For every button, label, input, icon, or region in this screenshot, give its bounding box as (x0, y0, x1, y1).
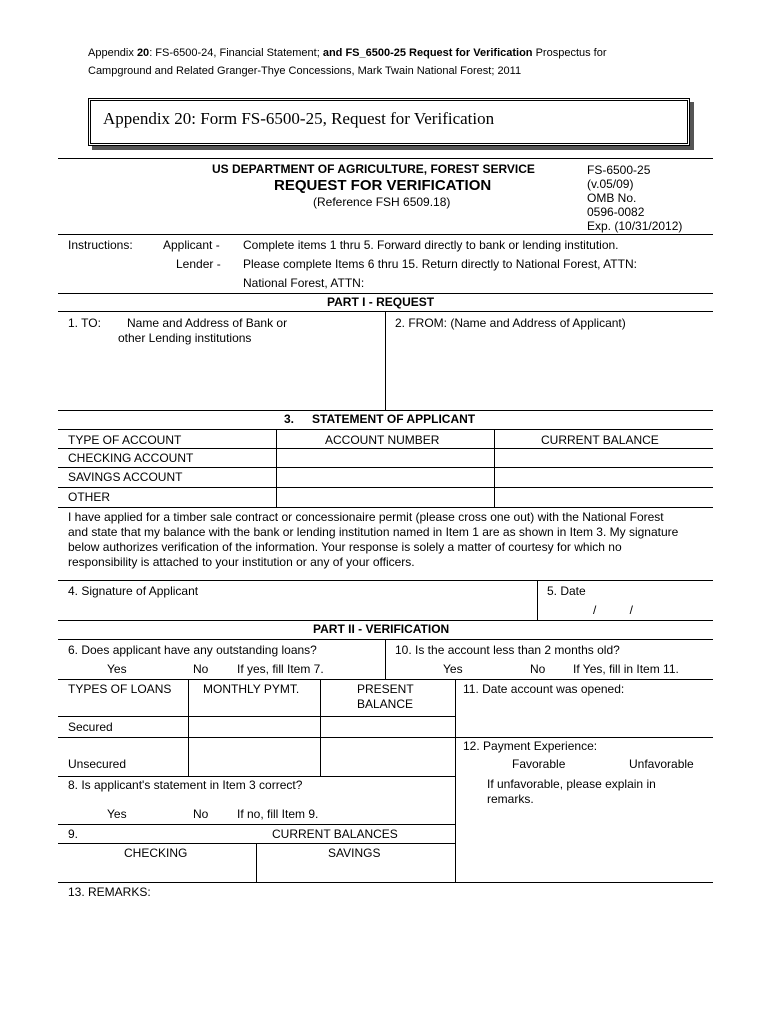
header-line-1: Appendix 20: FS-6500-24, Financial Statement; and FS_6500-25 Request for Verification Prospectus for (88, 47, 607, 59)
col-balance: BALANCE (357, 697, 414, 711)
rule-line (276, 429, 277, 508)
header-line-2: Campground and Related Granger-Thye Concessions, Mark Twain National Forest; 2011 (88, 65, 522, 77)
question-6: 6. Does applicant have any outstanding loans? (68, 643, 317, 657)
q10-instruction: If Yes, fill in Item 11. (573, 662, 679, 676)
rule-line (58, 824, 455, 825)
q8-no[interactable]: No (193, 807, 209, 821)
rule-line (455, 679, 456, 882)
item-9-number: 9. (68, 827, 79, 841)
rule-line (58, 737, 713, 738)
rule-line (385, 639, 386, 679)
lender-instructions-2: National Forest, ATTN: (243, 276, 365, 290)
q8-yes[interactable]: Yes (107, 807, 127, 821)
q10-no[interactable]: No (530, 662, 546, 676)
to-address-field[interactable] (60, 346, 380, 406)
col-account-number: ACCOUNT NUMBER (325, 433, 440, 447)
rule-line (385, 311, 386, 410)
applicant-label: Applicant - (163, 238, 220, 252)
instructions-label: Instructions: (68, 238, 133, 252)
row-savings-account: SAVINGS ACCOUNT (68, 470, 183, 484)
applicant-instructions: Complete items 1 thru 5. Forward directly to bank or lending institution. (243, 238, 619, 252)
q6-instruction: If yes, fill Item 7. (237, 662, 324, 676)
col-types-of-loans: TYPES OF LOANS (68, 682, 172, 696)
rule-line (58, 487, 713, 488)
remarks-field[interactable] (60, 902, 710, 1002)
statement-paragraph-4: responsibility is attached to your institution or any of your officers. (68, 555, 415, 569)
appendix-title-box (88, 98, 690, 146)
question-10: 10. Is the account less than 2 months old? (395, 643, 620, 657)
to-text: Name and Address of Bank or (127, 316, 288, 330)
date-field[interactable]: / / (593, 603, 634, 617)
q10-yes[interactable]: Yes (443, 662, 463, 676)
lender-instructions: Please complete Items 6 thru 15. Return directly to National Forest, ATTN: (243, 257, 637, 271)
form-expiry: Exp. (10/31/2012) (587, 219, 683, 233)
rule-line (58, 467, 713, 468)
statement-paragraph-2: and state that my balance with the bank or lending institution named in Item 1 are as shown in Item 3. My signature (68, 525, 679, 539)
q6-yes[interactable]: Yes (107, 662, 127, 676)
from-address-field[interactable] (390, 334, 710, 406)
rule-line (320, 679, 321, 777)
col-savings: SAVINGS (328, 846, 381, 860)
form-version: (v.05/09) (587, 177, 634, 191)
appendix-title: Appendix 20: Form FS-6500-25, Request for Verification (103, 109, 495, 128)
col-type-of-account: TYPE OF ACCOUNT (68, 433, 182, 447)
statement-number: 3. (284, 412, 295, 426)
form-title: REQUEST FOR VERIFICATION (274, 177, 492, 194)
date-label: 5. Date (547, 584, 586, 598)
form-reference: (Reference FSH 6509.18) (313, 195, 451, 209)
rule-line (58, 679, 713, 680)
row-other: OTHER (68, 490, 110, 504)
favorable-option[interactable]: Favorable (512, 757, 566, 771)
form-number: FS-6500-25 (587, 163, 651, 177)
col-current-balance: CURRENT BALANCE (541, 433, 659, 447)
rule-line (494, 429, 495, 508)
question-11: 11. Date account was opened: (463, 682, 625, 696)
signature-label: 4. Signature of Applicant (68, 584, 199, 598)
row-checking-account: CHECKING ACCOUNT (68, 451, 194, 465)
to-text-2: other Lending institutions (118, 331, 252, 345)
lender-label: Lender - (176, 257, 221, 271)
omb-number: 0596-0082 (587, 205, 645, 219)
rule-line (58, 448, 713, 449)
rule-line (58, 158, 713, 159)
question-8: 8. Is applicant's statement in Item 3 correct? (68, 778, 303, 792)
rule-line (58, 580, 713, 581)
rule-line (58, 776, 455, 777)
rule-line (188, 679, 189, 777)
part2-title: PART II - VERIFICATION (313, 622, 450, 636)
agency-name: US DEPARTMENT OF AGRICULTURE, FOREST SERVICE (212, 162, 535, 176)
omb-label: OMB No. (587, 191, 637, 205)
unfavorable-option[interactable]: Unfavorable (629, 757, 694, 771)
rule-line (58, 429, 713, 430)
col-checking: CHECKING (124, 846, 188, 860)
document-header (88, 44, 728, 80)
explain-text-2: remarks. (487, 792, 534, 806)
statement-paragraph-3: below authorizes verification of the information. Your response is solely a matter of courtesy for which no (68, 540, 622, 554)
rule-line (58, 234, 713, 235)
rule-line (58, 410, 713, 411)
part1-title: PART I - REQUEST (327, 295, 435, 309)
from-label: 2. FROM: (Name and Address of Applicant) (395, 316, 626, 330)
row-secured: Secured (68, 720, 113, 734)
rule-line (58, 293, 713, 294)
col-monthly-payment: MONTHLY PYMT. (203, 682, 300, 696)
rule-line (58, 882, 713, 883)
col-present: PRESENT (357, 682, 414, 696)
statement-title: STATEMENT OF APPLICANT (312, 412, 476, 426)
rule-line (58, 507, 713, 508)
q6-no[interactable]: No (193, 662, 209, 676)
row-unsecured: Unsecured (68, 757, 127, 771)
rule-line (537, 580, 538, 620)
rule-line (256, 843, 257, 882)
remarks-label: 13. REMARKS: (68, 885, 151, 899)
statement-paragraph-1: I have applied for a timber sale contract or concessionaire permit (please cross one out) with the National Forest (68, 510, 664, 524)
current-balances-label: CURRENT BALANCES (272, 827, 398, 841)
question-12: 12. Payment Experience: (463, 739, 598, 753)
rule-line (58, 716, 455, 717)
to-label: 1. TO: (68, 316, 101, 330)
rule-line (58, 620, 713, 621)
q8-instruction: If no, fill Item 9. (237, 807, 319, 821)
explain-text: If unfavorable, please explain in (487, 777, 656, 791)
